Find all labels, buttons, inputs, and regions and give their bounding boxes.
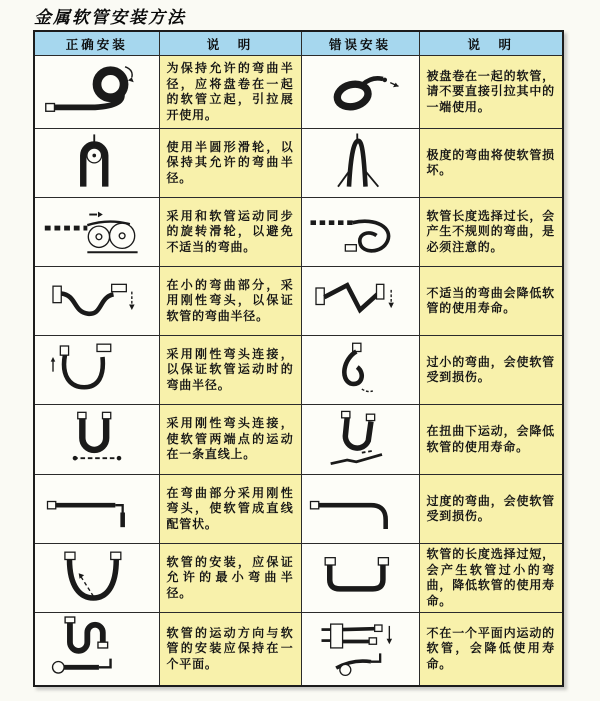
- header-row: [34, 31, 563, 56]
- table-row: [34, 613, 563, 686]
- synchronized-rotating-pulleys-icon: [39, 199, 155, 261]
- correct-description: 软管的运动方向与软管的安装应保持在一个平面。: [159, 613, 301, 686]
- rigid-elbow-small-bend-icon: [42, 268, 152, 330]
- table-row: [34, 267, 563, 336]
- manual-page: [0, 3, 600, 687]
- wrong-description: 被盘卷在一起的软管，请不要直接引拉其中的一端使用。: [419, 56, 563, 129]
- twisted-motion-u-icon: [305, 407, 415, 469]
- header-correct-explanation: 说 明: [159, 31, 301, 56]
- wrong-description: 不适当的弯曲会降低软管的使用寿命。: [419, 267, 563, 336]
- wrong-description: 软管长度选择过长，会产生不规则的弯曲，是必须注意的。: [419, 198, 563, 267]
- table-row: [34, 475, 563, 544]
- table-row: [34, 198, 563, 267]
- minimum-bend-radius-u-icon: [42, 545, 152, 607]
- rigid-elbow-connection-u-icon: [42, 337, 152, 399]
- extreme-bend-icon: [305, 130, 415, 192]
- wrong-description: 过度的弯曲，会使软管受到损伤。: [419, 475, 563, 544]
- installation-table: [33, 30, 564, 687]
- improper-bend-icon: [305, 268, 415, 330]
- straight-pipe-rigid-elbow-icon: [42, 476, 152, 538]
- overlong-hose-irregular-loop-icon: [305, 199, 415, 261]
- table-row: [34, 56, 563, 129]
- page-title: 金属软管安装方法: [34, 8, 186, 28]
- correct-description: 采用刚性弯头连接，以保证软管运动时的弯曲半径。: [159, 336, 301, 405]
- wrong-description: 软管的长度选择过短，会产生软管过小的弯曲，降低软管的使用寿命。: [419, 544, 563, 613]
- u-bend-endpoints-aligned-icon: [42, 407, 152, 469]
- single-plane-motion-trap-icon: [39, 615, 155, 679]
- coiled-hose-upright-unrolling-icon: [39, 59, 155, 121]
- correct-description: 为保持允许的弯曲半径，应将盘卷在一起的软管立起，引拉展开使用。: [159, 56, 301, 129]
- correct-description: 在小的弯曲部分，采用刚性弯头，以保证软管的弯曲半径。: [159, 267, 301, 336]
- wrong-description: 不在一个平面内运动的软管，会降低使用寿命。: [419, 613, 563, 686]
- header-wrong-install: 错误安装: [301, 31, 419, 56]
- wrong-description: 极度的弯曲将使软管损坏。: [419, 129, 563, 198]
- correct-description: 使用半圆形滑轮，以保持其允许的弯曲半径。: [159, 129, 301, 198]
- correct-description: 在弯曲部分采用刚性弯头，使软管成直线配管状。: [159, 475, 301, 544]
- correct-description: 软管的安装，应保证允许的最小弯曲半径。: [159, 544, 301, 613]
- table-row: [34, 405, 563, 475]
- overbent-corner-icon: [305, 476, 415, 538]
- table-row: [34, 129, 563, 198]
- wrong-description: 在扭曲下运动，会降低软管的使用寿命。: [419, 405, 563, 475]
- out-of-plane-motion-icon: [305, 615, 415, 679]
- table-row: [34, 336, 563, 405]
- wrong-description: 过小的弯曲，会使软管受到损伤。: [419, 336, 563, 405]
- too-short-hose-flat-u-icon: [305, 545, 415, 607]
- correct-description: 采用刚性弯头连接，使软管两端点的运动在一条直线上。: [159, 405, 301, 475]
- too-small-bend-icon: [305, 337, 415, 399]
- header-wrong-explanation: 说 明: [419, 31, 563, 56]
- semicircular-pulley-icon: [42, 130, 152, 192]
- correct-description: 采用和软管运动同步的旋转滑轮，以避免不适当的弯曲。: [159, 198, 301, 267]
- coiled-hose-end-pulled-icon: [305, 59, 415, 121]
- header-correct-install: 正确安装: [34, 31, 159, 56]
- table-row: [34, 544, 563, 613]
